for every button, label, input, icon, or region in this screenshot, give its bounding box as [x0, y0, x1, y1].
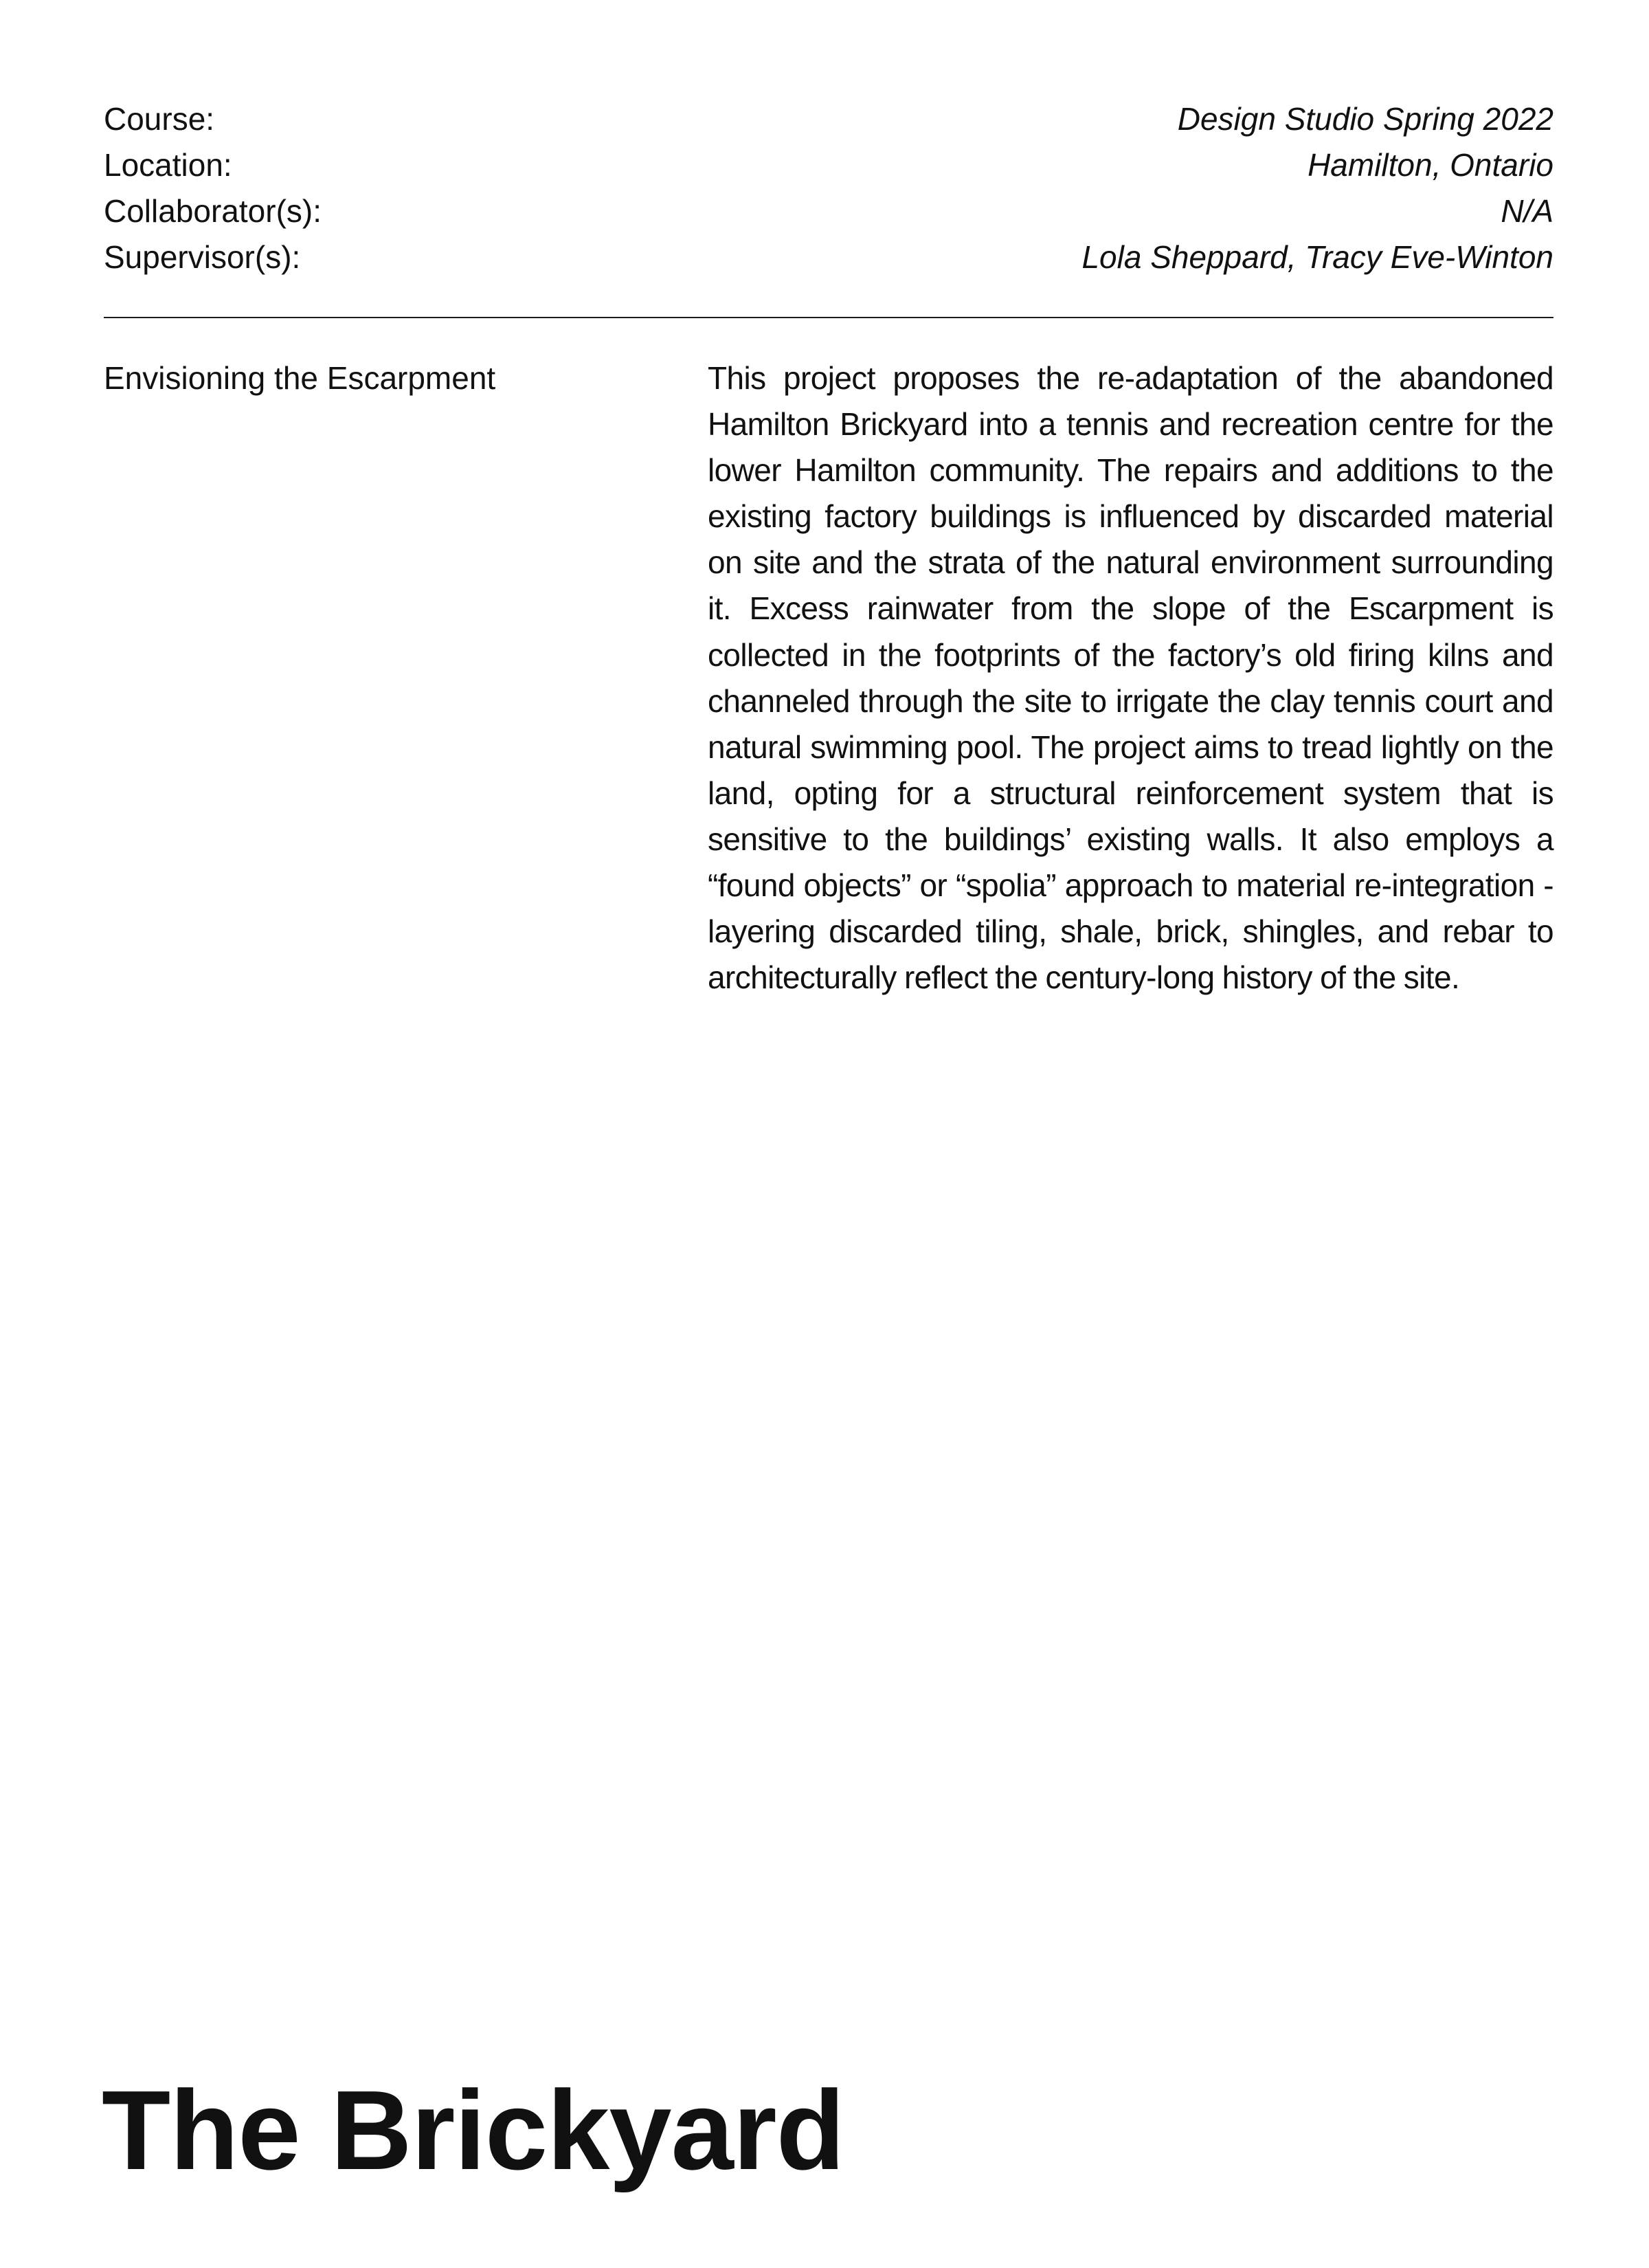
- collaborators-value: N/A: [1501, 193, 1553, 229]
- course-value: Design Studio Spring 2022: [1177, 101, 1553, 137]
- location-row: [104, 142, 1553, 188]
- supervisors-value: Lola Sheppard, Tracy Eve-Winton: [1081, 239, 1553, 275]
- collaborators-label: Collaborator(s):: [104, 193, 322, 229]
- supervisors-label: Supervisor(s):: [104, 239, 301, 275]
- location-label: Location:: [104, 147, 232, 183]
- course-label: Course:: [104, 101, 215, 137]
- project-metadata: [104, 96, 1553, 280]
- supervisors-row: [104, 234, 1553, 280]
- location-value: Hamilton, Ontario: [1308, 147, 1553, 183]
- divider: [104, 317, 1553, 318]
- project-title: The Brickyard: [102, 2067, 844, 2193]
- project-description: This project proposes the re-adaptation of the abandoned Hamilton Brickyard into a tennis and recreation centre for the lower Hamilton community. The repairs and additions to the existing factory buildings is influenced by discarded material on site and the strata of the natural environment surrounding it. Excess rainwater from the slope of the Escarpment is collected in the footprints of the factory’s old firing kilns and channeled through the site to irrigate the clay tennis court and natural swimming pool. The project aims to tread lightly on the land, opting for a structural reinforcement system that is sensitive to the buildings’ existing walls. It also employs a “found objects” or “spolia” approach to material re-integration - layering discarded tiling, shale, brick, shingles, and rebar to architecturally reflect the century-long history of the site.: [708, 360, 1553, 996]
- collaborators-row: [104, 188, 1553, 234]
- project-subtitle: Envisioning the Escarpment: [104, 360, 496, 396]
- course-row: [104, 96, 1553, 142]
